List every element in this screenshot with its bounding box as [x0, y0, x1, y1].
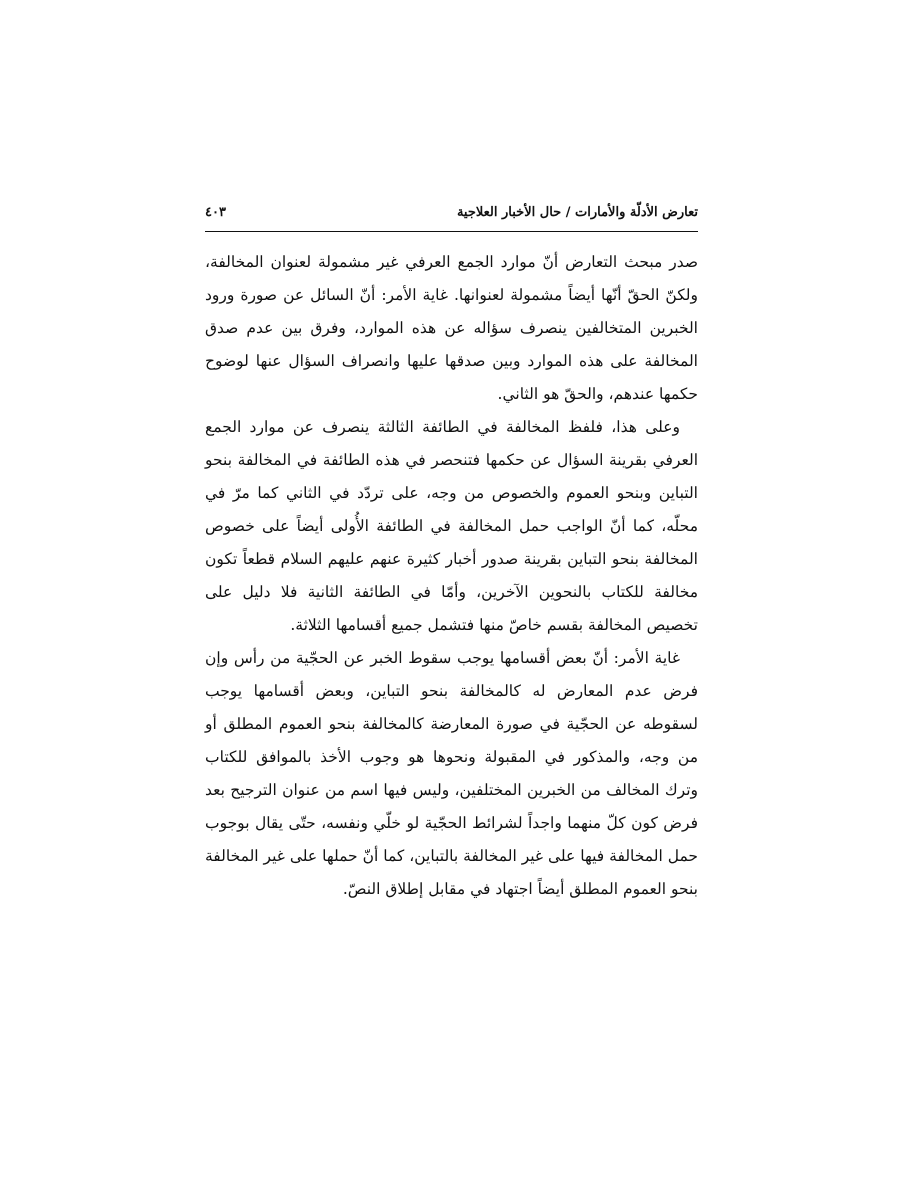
paragraph: صدر مبحث التعارض أنّ موارد الجمع العرفي غير مشمولة لعنوان المخالفة، ولكنّ الحقّ أنّها أيضاً مشمولة لعنوانها. غاية الأمر: أنّ السائل عن صورة ورود الخبرين المتخالفين ينصرف سؤاله عن هذه الموارد، وفرق بين عدم صدق المخالفة على هذه الموارد وبين صدقها عليها وانصراف السؤال عنها لوضوح حكمها عندهم، والحقّ هو الثاني.: [205, 253, 698, 403]
paragraph: غاية الأمر: أنّ بعض أقسامها يوجب سقوط الخبر عن الحجّية من رأس وإن فرض عدم المعارض له كالمخالفة بنحو التباين، وبعض أقسامها يوجب لسقوطه عن الحجّية في صورة المعارضة كالمخالفة بنحو العموم المطلق أو من وجه، والمذكور في المقبولة ونحوها هو وجوب الأخذ بالموافق للكتاب وترك المخالف من الخبرين المختلفين، وليس فيها اسم من عنوان الترجيح بعد فرض كون كلّ منهما واجداً لشرائط الحجّية لو خلّي ونفسه، حتّى يقال بوجوب حمل المخالفة فيها على غير المخالفة بالتباين، كما أنّ حملها على غير المخالفة بنحو العموم المطلق أيضاً اجتهاد في مقابل إطلاق النصّ.: [205, 649, 698, 898]
body-text: [205, 246, 698, 906]
header-rule: [205, 231, 698, 232]
page-number: ٤٠٣: [205, 205, 226, 220]
paragraph: وعلى هذا، فلفظ المخالفة في الطائفة الثالثة ينصرف عن موارد الجمع العرفي بقرينة السؤال عن حكمها فتنحصر في هذه الطائفة في المخالفة بنحو التباين وبنحو العموم والخصوص من وجه، على تردّد في الثاني كما مرّ في محلّه، كما أنّ الواجب حمل المخالفة في الطائفة الأُولى أيضاً على خصوص المخالفة بنحو التباين بقرينة صدور أخبار كثيرة عنهم عليهم السلام قطعاً تكون مخالفة للكتاب بالنحوين الآخرين، وأمّا في الطائفة الثانية فلا دليل على تخصيص المخالفة بقسم خاصّ منها فتشمل جميع أقسامها الثلاثة.: [205, 418, 698, 634]
chapter-title: تعارض الأدلّة والأمارات / حال الأخبار العلاجية: [456, 205, 698, 220]
running-header: [205, 205, 698, 227]
